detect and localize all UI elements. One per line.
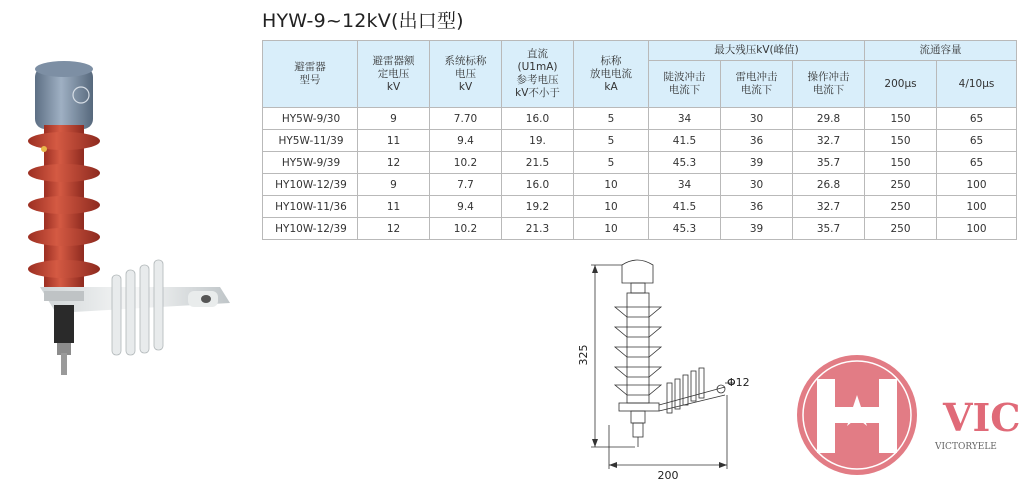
table-cell: 35.7 [793, 152, 865, 174]
header-model: 避雷器 型号 [263, 41, 358, 108]
header-steep-wave: 陡波冲击 电流下 [649, 61, 721, 108]
hole-dimension: Φ12 [727, 376, 750, 389]
table-cell: 7.7 [430, 174, 502, 196]
table-row [263, 196, 1017, 218]
table-row [263, 152, 1017, 174]
table-cell: 26.8 [793, 174, 865, 196]
width-dimension: 200 [657, 469, 679, 482]
table-cell: 12 [358, 152, 430, 174]
table-cell: 11 [358, 196, 430, 218]
table-cell: HY5W-9/39 [263, 152, 358, 174]
table-cell: 100 [937, 174, 1017, 196]
victoryele-logo [795, 345, 1030, 485]
table-cell: 41.5 [649, 196, 721, 218]
table-row [263, 130, 1017, 152]
table-cell: 10.2 [430, 152, 502, 174]
table-cell: 10 [574, 218, 649, 240]
table-cell: HY5W-11/39 [263, 130, 358, 152]
table-cell: 150 [865, 130, 937, 152]
table-cell: 9.4 [430, 130, 502, 152]
table-cell: 250 [865, 196, 937, 218]
table-cell: 36 [721, 130, 793, 152]
table-cell: 34 [649, 174, 721, 196]
table-cell: 65 [937, 108, 1017, 130]
table-cell: 250 [865, 218, 937, 240]
table-cell: HY10W-12/39 [263, 218, 358, 240]
logo-text: VIC [943, 395, 1021, 440]
table-cell: 19. [502, 130, 574, 152]
table-cell: 16.0 [502, 108, 574, 130]
table-cell: 150 [865, 152, 937, 174]
table-cell: 65 [937, 130, 1017, 152]
table-cell: 21.5 [502, 152, 574, 174]
table-cell: HY5W-9/30 [263, 108, 358, 130]
arrester-photo [0, 55, 250, 385]
table-cell: 5 [574, 130, 649, 152]
table-cell: 19.2 [502, 196, 574, 218]
table-cell: 100 [937, 218, 1017, 240]
table-cell: 21.3 [502, 218, 574, 240]
dimension-drawing [575, 255, 775, 485]
header-system-voltage: 系统标称 电压 kV [430, 41, 502, 108]
table-row [263, 108, 1017, 130]
table-cell: 9 [358, 108, 430, 130]
height-dimension: 325 [577, 344, 590, 366]
table-row [263, 174, 1017, 196]
logo-subtext: VICTORYELE [935, 442, 997, 452]
table-cell: 10.2 [430, 218, 502, 240]
table-cell: 29.8 [793, 108, 865, 130]
table-cell: 9.4 [430, 196, 502, 218]
header-switching-impulse: 操作冲击 电流下 [793, 61, 865, 108]
table-cell: 34 [649, 108, 721, 130]
table-cell: 5 [574, 108, 649, 130]
header-dc-ref-voltage: 直流 (U1mA) 参考电压 kV不小于 [502, 41, 574, 108]
table-cell: 11 [358, 130, 430, 152]
header-rated-voltage: 避雷器额 定电压 kV [358, 41, 430, 108]
table-cell: 150 [865, 108, 937, 130]
table-cell: 9 [358, 174, 430, 196]
table-cell: 41.5 [649, 130, 721, 152]
table-cell: 7.70 [430, 108, 502, 130]
header-lightning-impulse: 雷电冲击 电流下 [721, 61, 793, 108]
table-cell: 45.3 [649, 218, 721, 240]
table-cell: HY10W-12/39 [263, 174, 358, 196]
table-cell: HY10W-11/36 [263, 196, 358, 218]
table-cell: 12 [358, 218, 430, 240]
table-cell: 32.7 [793, 130, 865, 152]
table-cell: 35.7 [793, 218, 865, 240]
table-cell: 30 [721, 174, 793, 196]
table-cell: 39 [721, 152, 793, 174]
table-cell: 36 [721, 196, 793, 218]
table-row [263, 218, 1017, 240]
table-cell: 39 [721, 218, 793, 240]
table-cell: 10 [574, 174, 649, 196]
header-max-residual: 最大残压kV(峰值) [649, 41, 865, 61]
page-title: HYW-9~12kV(出口型) [262, 10, 464, 32]
header-flow-capacity: 流通容量 [865, 41, 1017, 61]
table-cell: 10 [574, 196, 649, 218]
spec-table [262, 40, 1017, 240]
table-cell: 5 [574, 152, 649, 174]
table-cell: 65 [937, 152, 1017, 174]
table-cell: 100 [937, 196, 1017, 218]
table-cell: 250 [865, 174, 937, 196]
header-cap-200us: 200μs [865, 61, 937, 108]
header-cap-4-10us: 4/10μs [937, 61, 1017, 108]
table-cell: 30 [721, 108, 793, 130]
header-discharge-current: 标称 放电电流 kA [574, 41, 649, 108]
table-cell: 32.7 [793, 196, 865, 218]
table-cell: 45.3 [649, 152, 721, 174]
table-cell: 16.0 [502, 174, 574, 196]
